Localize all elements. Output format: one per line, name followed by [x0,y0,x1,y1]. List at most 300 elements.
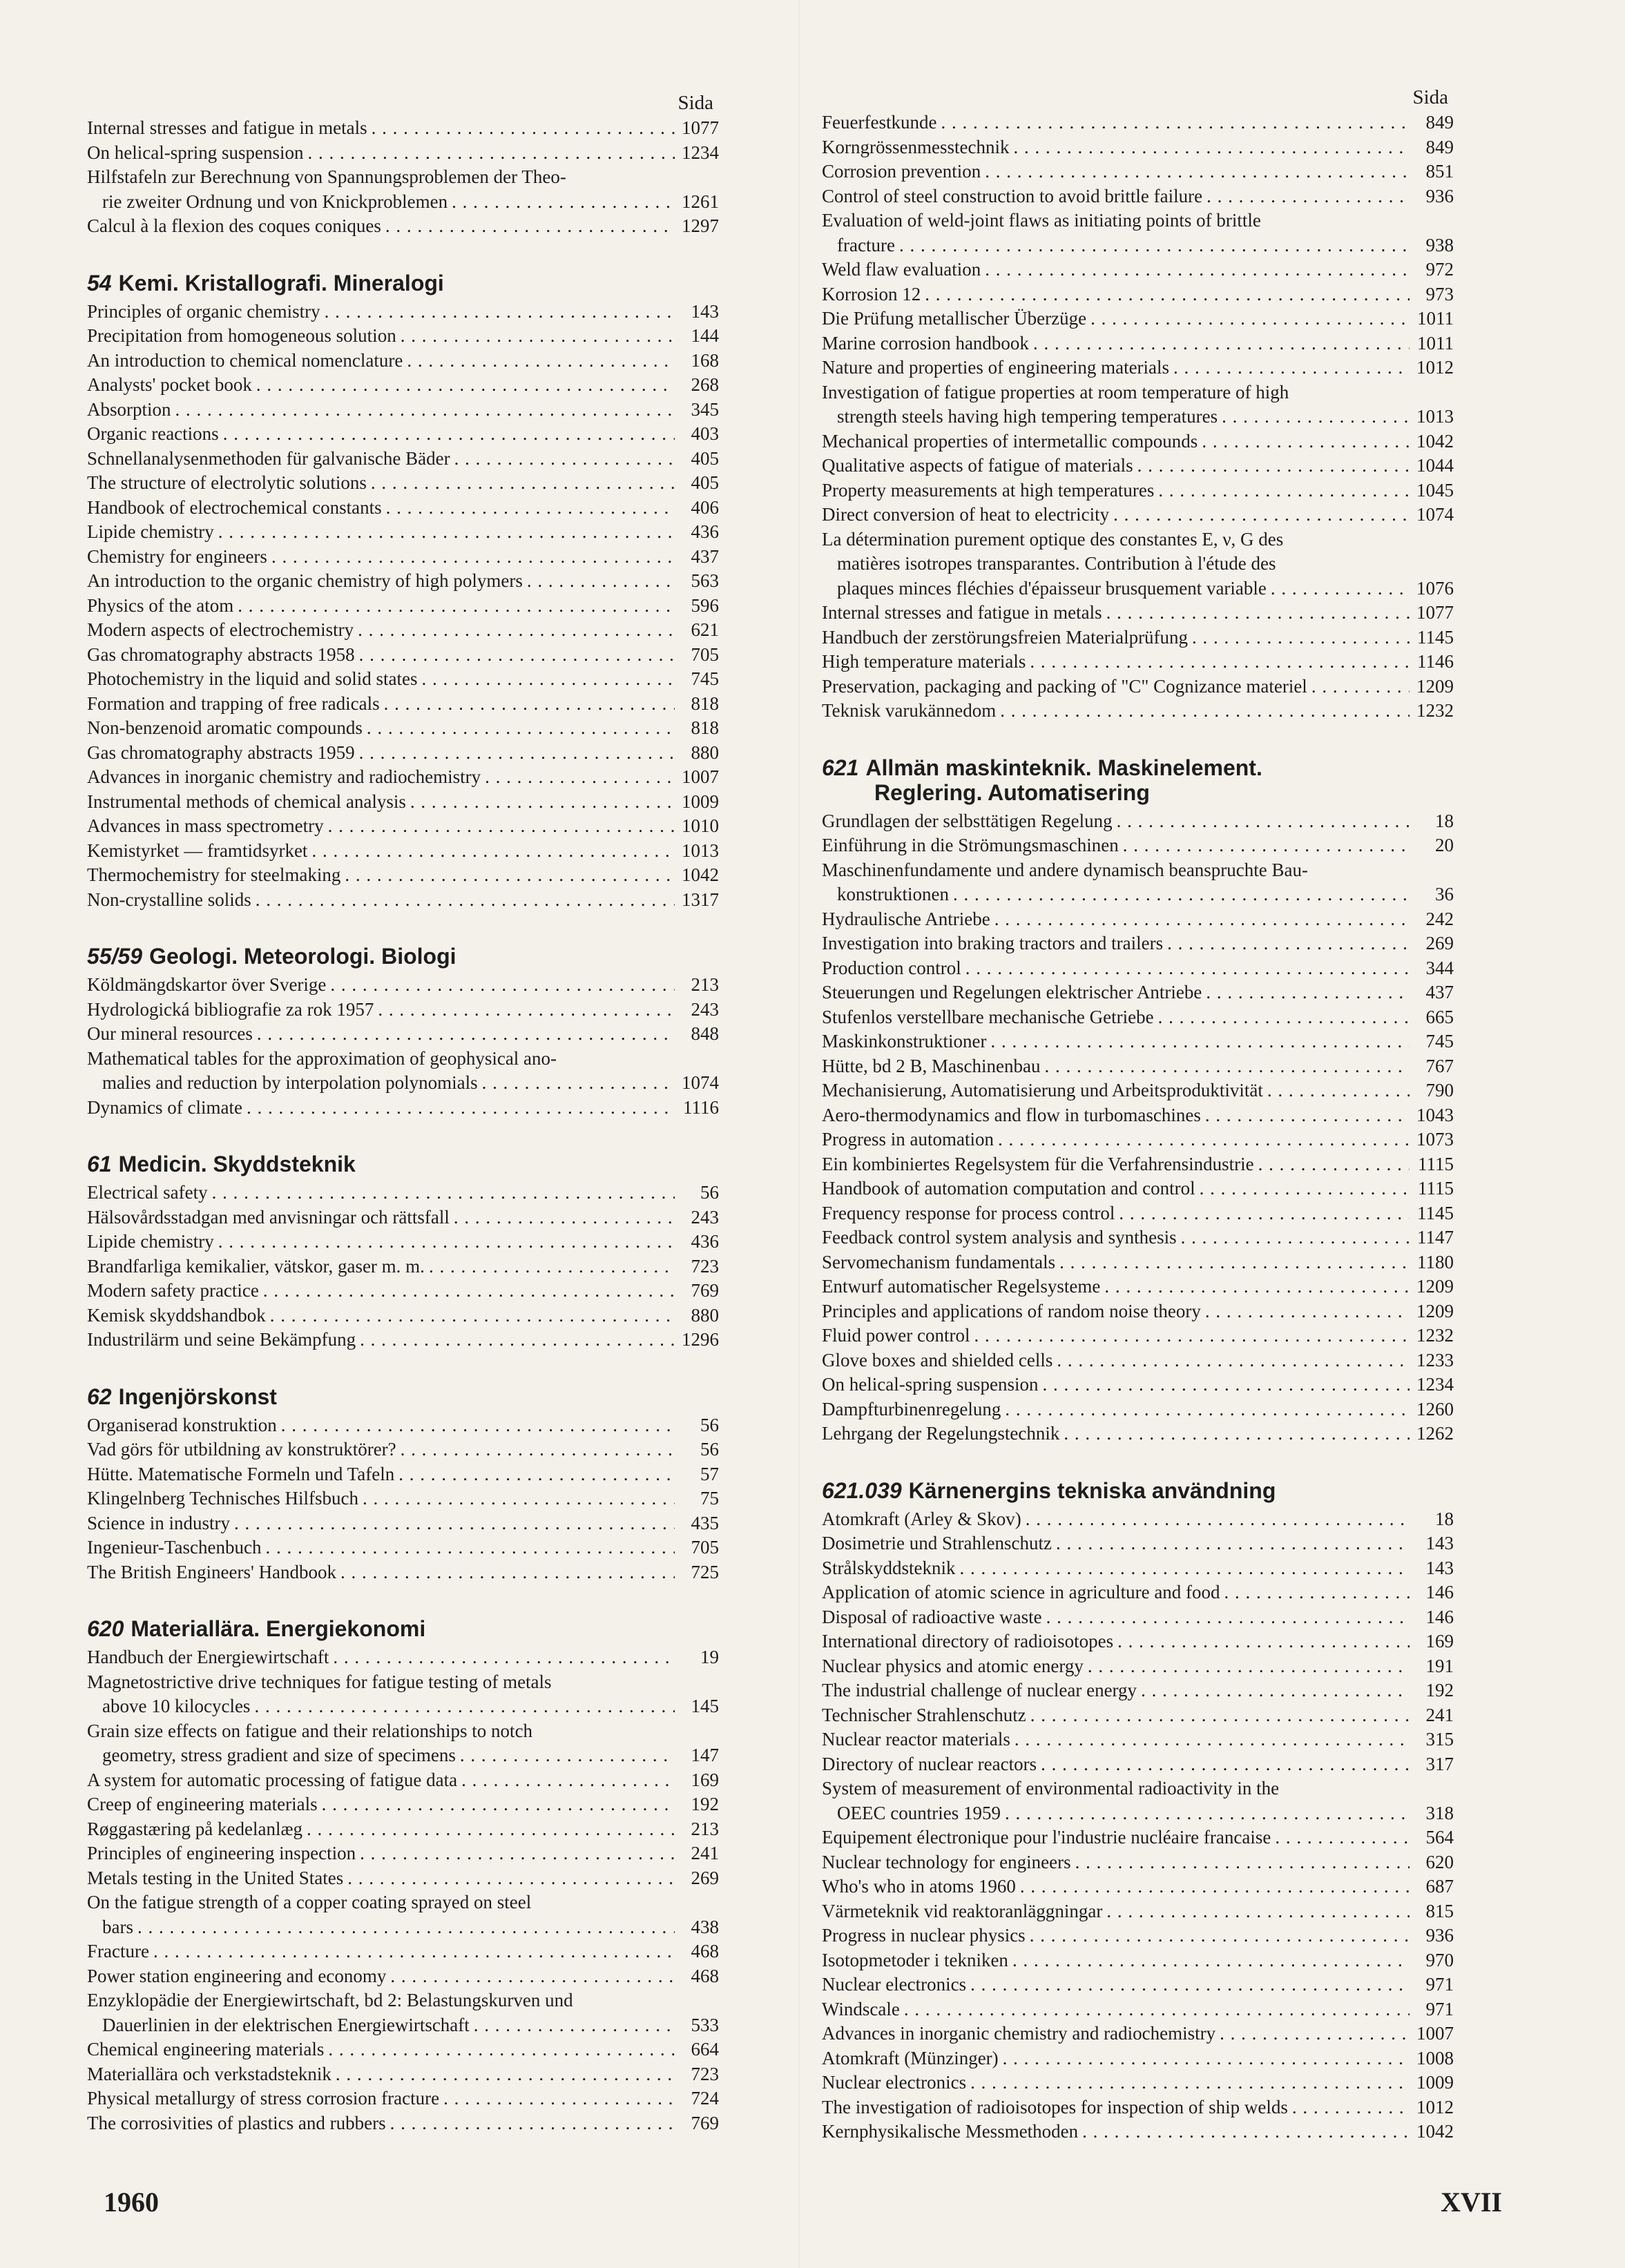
dot-leader [443,2086,675,2111]
index-entry [87,888,719,913]
entry-title: Grain size effects on fatigue and their relationships to notch [87,1720,533,1741]
entry-page-number: 1232 [1416,1325,1454,1346]
index-entry [87,594,719,619]
entry-title: Progress in automation [822,1129,994,1150]
entry-page-number: 20 [1435,835,1454,855]
index-entry [822,907,1454,932]
entry-page-number: 971 [1425,1974,1454,1995]
dot-leader [1075,1850,1410,1875]
entry-line [822,699,1454,724]
index-entry [87,973,719,998]
entry-title: The investigation of radioisotopes for inspection of ship welds [822,2096,1288,2117]
entry-title: Vad görs för utbildning av konstruktörer? [87,1439,396,1460]
entry-page-number: 318 [1425,1802,1454,1823]
entry-line [87,1254,719,1279]
dot-leader [223,422,675,447]
entry-title: Electrical safety [87,1182,208,1203]
entry-line [87,618,719,643]
entry-last-line [822,1801,1454,1826]
entry-title: Entwurf automatischer Regelsysteme [822,1276,1101,1297]
entry-page-number: 1115 [1418,1153,1454,1174]
entry-title: Windscale [822,1998,900,2019]
entry-line [822,1422,1454,1446]
index-entry [822,2095,1454,2120]
index-entry [822,1874,1454,1899]
dot-leader [360,1841,675,1866]
section-heading [87,1152,719,1176]
index-entry [822,1054,1454,1079]
entry-title: Fluid power control [822,1325,970,1346]
index-entry [87,2037,719,2062]
entry-title: Principles of engineering inspection [87,1843,356,1863]
entry-title: Analysts' pocket book [87,374,252,395]
entry-line [822,1127,1454,1152]
entry-line [822,956,1454,981]
entry-line [822,650,1454,675]
entry-line [87,1181,719,1205]
section-code: 61 [87,1152,112,1176]
dot-leader [345,863,675,888]
dot-leader [271,545,675,570]
dot-leader [330,973,675,998]
entry-title: Industrilärm und seine Bekämpfung [87,1329,356,1350]
index-entry [87,349,719,374]
index-entry [87,998,719,1022]
entry-title: Advances in inorganic chemistry and radiochemistry [87,766,481,787]
entry-page-number: 621 [691,619,719,640]
index-entry [822,980,1454,1005]
index-entry [822,1556,1454,1581]
dot-leader [360,1328,675,1353]
entry-title: Strålskyddsteknik [822,1557,956,1578]
dot-leader [234,1511,675,1536]
dot-leader [254,1694,675,1719]
index-entry [822,1422,1454,1446]
dot-leader [1033,331,1410,356]
dot-leader [1205,1103,1410,1128]
entry-page-number: 1009 [682,791,719,812]
entry-line [822,159,1454,184]
index-entry [822,1727,1454,1752]
entry-page-number: 1073 [1416,1129,1454,1150]
entry-title: Stufenlos verstellbare mechanische Getriebe [822,1006,1154,1027]
entry-title: Advances in inorganic chemistry and radiochemistry [822,2023,1216,2044]
index-entry [822,1580,1454,1605]
index-entry [822,454,1454,478]
entry-page-number: 36 [1435,884,1454,904]
entry-page-number: 169 [1425,1631,1454,1651]
entry-line [87,1205,719,1230]
dot-leader [1090,307,1410,331]
dot-leader [429,1254,675,1279]
index-entry [822,209,1454,258]
entry-last-line [822,405,1454,429]
index-entry [87,1022,719,1047]
dot-leader [371,471,675,496]
entry-line [822,1654,1454,1679]
dot-leader [1106,601,1410,626]
dot-leader [1167,931,1410,956]
entry-line [822,1103,1454,1128]
entry-line [822,1580,1454,1605]
entry-page-number: 18 [1435,1508,1454,1529]
entry-title: Preservation, packaging and packing of "C" Cognizance materiel [822,675,1307,697]
entry-line [822,331,1454,356]
index-entry [87,1841,719,1866]
entry-line [822,1678,1454,1703]
dot-leader [1026,1507,1410,1532]
section-title: Kärnenergins tekniska användning [908,1477,1276,1503]
entry-line [822,601,1454,626]
dot-leader [1158,1005,1410,1030]
entry-last-line [87,2013,719,2038]
entry-page-number: 767 [1425,1055,1454,1076]
index-entry [822,110,1454,135]
dot-leader [358,618,675,643]
entry-title: An introduction to the organic chemistry of high polymers [87,570,523,591]
entry-page-number: 971 [1425,1998,1454,2019]
dot-leader [363,1486,675,1511]
entry-line [822,1997,1454,2022]
index-entry [87,214,719,239]
index-entry [87,1437,719,1462]
entry-line [87,1437,719,1462]
entry-page-number: 1012 [1416,357,1454,378]
index-entry [87,1560,719,1585]
entry-title: Non-benzenoid aromatic compounds [87,717,363,738]
dot-leader [1192,626,1410,650]
entry-page-number: 970 [1425,1949,1454,1970]
section-code: 62 [87,1384,112,1409]
entry-title: Materiallära och verkstadsteknik [87,2063,331,2084]
entry-last-line [822,233,1454,258]
entry-line [87,1022,719,1047]
index-entry [822,331,1454,356]
entry-page-number: 1010 [682,815,719,836]
entry-line [822,2071,1454,2095]
entry-page-number: 57 [700,1463,719,1484]
dot-leader [401,1437,675,1462]
entry-page-number: 936 [1425,185,1454,206]
index-entry [87,1535,719,1560]
entry-line [87,324,719,349]
entry-page-number: 435 [691,1512,719,1533]
entry-line [87,141,719,166]
entry-title: Disposal of radioactive waste [822,1606,1042,1627]
dot-leader [407,349,675,374]
dot-leader [372,116,675,141]
entry-line [822,1825,1454,1850]
entry-line [822,2046,1454,2071]
entry-page-number: 406 [691,496,719,518]
entry-line [87,569,719,594]
entry-line [87,1866,719,1891]
index-entry [87,545,719,570]
entry-last-line [87,1694,719,1719]
entry-line [822,1850,1454,1875]
entry-line [87,496,719,521]
entry-page-number: 1234 [1416,1374,1454,1395]
entry-page-number: 848 [691,1023,719,1044]
entry-title: Steuerungen und Regelungen elektrischer Antriebe [822,982,1202,1002]
entry-line [822,2120,1454,2144]
index-entry [822,650,1454,675]
index-entry [87,1303,719,1328]
section-code: 621 [822,755,859,780]
entry-title: Isotopmetoder i tekniken [822,1949,1008,1970]
entry-title: The British Engineers' Handbook [87,1561,337,1582]
index-entry [87,790,719,815]
entry-page-number: 1042 [1416,430,1454,452]
dot-leader [1000,699,1410,724]
entry-title: Die Prüfung metallischer Überzüge [822,308,1087,329]
entry-page-number: 75 [700,1488,719,1509]
entry-line [87,643,719,668]
index-entry [87,471,719,496]
entry-page-number: 1009 [1416,2072,1454,2093]
entry-title: Glove boxes and shielded cells [822,1349,1053,1370]
dot-leader [960,1556,1410,1581]
entry-page-number: 1297 [682,215,719,236]
entry-title: Internal stresses and fatigue in metals [822,602,1102,623]
entry-page-number: 1209 [1416,1276,1454,1297]
entry-line [822,2022,1454,2046]
dot-leader [1082,2120,1410,2144]
entry-page-number: 1232 [1416,700,1454,721]
entry-title: Instrumental methods of chemical analysis [87,791,406,812]
entry-page-number: 1045 [1416,479,1454,501]
dot-leader [410,790,675,815]
index-entry [822,1531,1454,1556]
entry-line [822,833,1454,858]
entry-last-line [87,190,719,215]
entry-title: An introduction to chemical nomenclature [87,349,403,371]
entry-line [822,1605,1454,1630]
entry-line [87,1230,719,1254]
entry-page-number: 1007 [682,766,719,787]
entry-line [87,1462,719,1487]
dot-leader [1015,1727,1410,1752]
index-entry [87,1890,719,1939]
entry-title: Mathematical tables for the approximation of geophysical ano- [87,1047,557,1069]
entry-title: International directory of radioisotopes [822,1631,1114,1651]
index-entry [87,373,719,398]
index-entry [822,1899,1454,1924]
index-entry [87,1096,719,1121]
entry-line [822,1176,1454,1201]
entry-page-number: 620 [1425,1851,1454,1872]
entry-title: Who's who in atoms 1960 [822,1876,1016,1897]
dot-leader [1173,356,1410,380]
index-entry [822,307,1454,331]
entry-title: Magnetostrictive drive techniques for fatigue testing of metals [87,1671,552,1692]
entry-line [822,931,1454,956]
dot-leader [218,1230,675,1254]
section-code: 621.039 [822,1477,902,1503]
dot-leader [970,1973,1410,1997]
entry-title: Mechanical properties of intermetallic compounds [822,430,1198,452]
index-entry [822,2046,1454,2071]
index-entry [87,1988,719,2037]
dot-leader [307,1817,675,1842]
dot-leader [985,159,1410,184]
index-entry [87,765,719,790]
dot-leader [485,765,675,790]
entry-title: Formation and trapping of free radicals [87,692,380,714]
index-entry [822,956,1454,981]
entry-page-number: 143 [691,300,719,322]
entry-title: The structure of electrolytic solutions [87,472,367,493]
entry-line [822,135,1454,160]
entry-page-number: 18 [1435,810,1454,831]
index-entry [87,141,719,166]
entry-title: Handbook of automation computation and control [822,1178,1195,1199]
entry-line [87,790,719,815]
entry-page-number: 849 [1425,136,1454,157]
section-title-line2: Reglering. Automatisering [874,779,1150,805]
entry-line [822,907,1454,932]
dot-leader [953,882,1410,907]
dot-leader [1220,2022,1410,2046]
dot-leader [1059,1250,1410,1275]
entry-page-number: 1116 [683,1096,719,1118]
entry-line [87,1413,719,1438]
entry-title: Värmeteknik vid reaktoranläggningar [822,1900,1103,1921]
dot-leader [1046,1605,1410,1630]
index-entry [87,1670,719,1719]
entry-line [822,1948,1454,1973]
entry-page-number: 344 [1425,957,1454,978]
entry-page-number: 146 [1425,1582,1454,1602]
dot-leader [1158,478,1410,503]
entry-page-number: 213 [691,974,719,995]
entry-title: High temperature materials [822,651,1026,672]
index-entry [822,258,1454,282]
dot-leader [270,1303,675,1328]
entry-page-number: 724 [691,2088,719,2109]
entry-page-number: 1234 [682,142,719,163]
entry-title: Photochemistry in the liquid and solid states [87,668,418,689]
dot-leader [421,667,675,692]
entry-page-number: 880 [691,742,719,763]
entry-title: Handbuch der Energiewirtschaft [87,1647,329,1667]
entry-line [822,675,1454,699]
dot-leader [367,716,675,741]
entry-page-number: 533 [691,2014,719,2035]
entry-title: Klingelnberg Technisches Hilfsbuch [87,1488,359,1509]
entry-title: Atomkraft (Arley & Skov) [822,1508,1021,1529]
entry-title-continued: rie zweiter Ordnung und von Knickproblemen [102,191,448,212]
entry-title: System of measurement of environmental radioactivity in the [822,1778,1280,1799]
entry-title-continued: strength steels having high tempering temperatures [837,406,1218,427]
section-code: 54 [87,270,112,295]
entry-title: Teknisk varukännedom [822,700,997,721]
entry-title: Creep of engineering materials [87,1794,318,1814]
index-entry [87,814,719,839]
dot-leader [1119,1201,1410,1226]
index-entry [822,1250,1454,1275]
entry-title: Einführung in die Strömungsmaschinen [822,835,1119,855]
entry-line [822,503,1454,527]
index-entry [822,833,1454,858]
dot-leader [1088,1654,1410,1679]
entry-line [822,626,1454,650]
entry-line [822,1899,1454,1924]
entry-page-number: 143 [1425,1557,1454,1578]
entry-page-number: 1146 [1417,651,1454,672]
dot-leader [390,1964,675,1989]
entry-page-number: 144 [691,325,719,346]
index-entry [822,1973,1454,1997]
index-entry [822,1103,1454,1128]
entry-line [87,2111,719,2136]
entry-title: Physics of the atom [87,594,234,616]
entry-page-number: 1011 [1417,332,1454,353]
entry-title: Directory of nuclear reactors [822,1753,1037,1774]
index-entry [822,1005,1454,1030]
entry-title: Dosimetrie und Strahlenschutz [822,1533,1052,1553]
entry-page-number: 705 [691,1537,719,1558]
dot-leader [990,1029,1410,1054]
entry-title: Handbook of electrochemical constants [87,496,382,518]
section-title: Allmän maskinteknik. Maskinelement. [865,755,1262,780]
entry-line [87,667,719,692]
dot-leader [1292,2095,1410,2120]
entry-title: On helical-spring suspension [87,142,304,163]
entry-title: Precipitation from homogeneous solution [87,325,396,346]
index-entry [822,1127,1454,1152]
dot-leader [1181,1225,1410,1250]
index-entry [87,1279,719,1303]
entry-page-number: 972 [1425,259,1454,280]
entry-title: Production control [822,957,961,978]
entry-title-continued: bars [102,1916,133,1937]
entry-title: Investigation of fatigue properties at room temperature of high [822,381,1289,403]
entry-title: Non-crystalline solids [87,889,251,910]
entry-page-number: 1008 [1416,2047,1454,2068]
entry-line [87,1560,719,1585]
index-entry [822,1274,1454,1299]
index-entry [822,1629,1454,1654]
dot-leader [256,373,675,398]
entry-line [822,2095,1454,2120]
dot-leader [1271,576,1410,601]
entry-page-number: 345 [691,398,719,420]
dot-leader [1030,1703,1410,1728]
index-entry [87,1413,719,1438]
entry-line [822,1373,1454,1397]
dot-leader [1013,135,1410,160]
entry-page-number: 468 [691,1941,719,1961]
entry-line [87,520,719,545]
entry-title-continued: malies and reduction by interpolation polynomials [102,1072,478,1093]
index-entry [822,1948,1454,1973]
entry-page-number: 1296 [682,1329,719,1350]
entry-line [822,1005,1454,1030]
index-entry [822,1324,1454,1348]
entry-title: Thermochemistry for steelmaking [87,864,341,885]
entry-title: Nuclear electronics [822,1974,967,1995]
entry-title: Technischer Strahlenschutz [822,1704,1026,1725]
dot-leader [1123,833,1410,858]
entry-title: Principles and applications of random noise theory [822,1300,1201,1321]
dot-leader [401,324,675,349]
footer-page-number: XVII [1441,2187,1502,2218]
dot-leader [1041,1752,1410,1777]
index-entry [822,478,1454,503]
entry-line [822,429,1454,454]
section-title: Materiallära. Energiekonomi [131,1616,426,1641]
